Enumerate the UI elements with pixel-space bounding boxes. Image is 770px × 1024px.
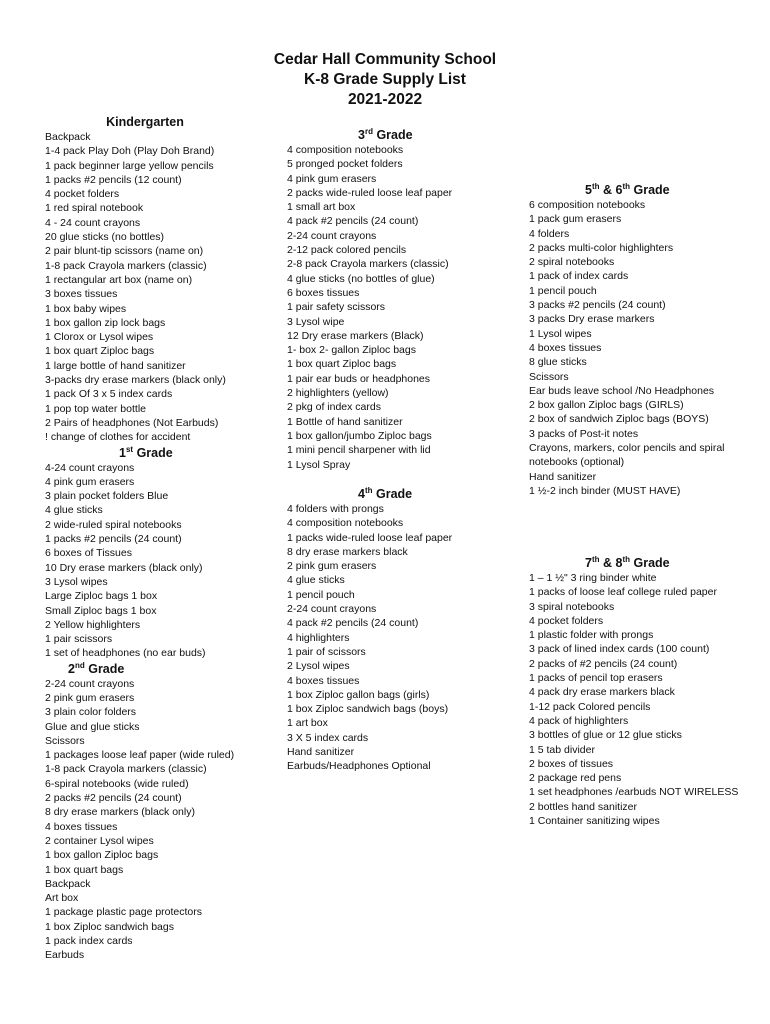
- list-item: 1 pack Of 3 x 5 index cards: [45, 388, 173, 401]
- grade78-word: Grade: [633, 556, 670, 570]
- list-item: 2 package red pens: [529, 772, 622, 785]
- list-item: 2-8 pack Crayola markers (classic): [287, 258, 449, 271]
- list-item: 1 rectangular art box (name on): [45, 273, 193, 286]
- list-item: Art box: [45, 892, 79, 905]
- list-item: 1 Lysol wipes: [529, 327, 592, 340]
- list-item: 1 box baby wipes: [45, 302, 127, 315]
- list-item: 2 box of sandwich Ziploc bags (BOYS): [529, 413, 709, 426]
- grade4-list: [287, 502, 517, 774]
- list-item: 2 pair blunt-tip scissors (name on): [45, 245, 204, 258]
- grade2-list: [45, 677, 275, 963]
- list-item: 6-spiral notebooks (wide ruled): [45, 777, 189, 790]
- list-item: 3 X 5 index cards: [287, 731, 369, 744]
- list-item: 4 pack dry erase markers black: [529, 686, 675, 699]
- list-item: Backpack: [45, 131, 91, 143]
- list-item: 4 glue sticks (no bottles of glue): [287, 272, 435, 285]
- grade56-ampersand: &: [603, 183, 616, 197]
- list-item: 4 pink gum erasers: [287, 172, 377, 185]
- school-year: 2021-2022: [347, 91, 423, 108]
- grade4-word: Grade: [376, 487, 413, 501]
- kindergarten-heading: Kindergarten: [106, 115, 184, 129]
- grade1-list: [45, 461, 275, 661]
- column-middle-bottom: [287, 486, 517, 774]
- list-item: 4 glue sticks: [287, 574, 345, 587]
- list-item: 3 plain color folders: [45, 706, 137, 719]
- list-item: 1 packs of loose leaf college ruled paper: [529, 586, 717, 599]
- list-item: 4 composition notebooks: [287, 517, 404, 530]
- list-item: 8 dry erase markers (black only): [45, 806, 195, 819]
- list-item: 2-24 count crayons: [287, 229, 377, 242]
- list-item: 4-24 count crayons: [45, 461, 135, 474]
- grade56-word: Grade: [633, 183, 670, 197]
- list-item: 1 Clorox or Lysol wipes: [45, 331, 154, 344]
- list-item: 1 box Ziploc sandwich bags (boys): [287, 703, 449, 716]
- list-item: 1 pair ear buds or headphones: [287, 372, 431, 385]
- grade3-word: Grade: [376, 128, 413, 142]
- grade4-suffix: th: [364, 485, 373, 495]
- grade4-number: 4: [358, 487, 365, 501]
- list-item: 1 box gallon/jumbo Ziploc bags: [287, 429, 432, 442]
- list-item: 4 folders with prongs: [287, 503, 384, 515]
- document-title-block: [0, 50, 770, 110]
- list-item: 6 boxes of Tissues: [45, 547, 132, 560]
- grade4-heading: [287, 486, 517, 502]
- grade78-number-1: 7: [585, 556, 592, 570]
- column-right-top: [529, 182, 754, 498]
- grade56-suffix-2: th: [622, 181, 631, 191]
- list-item: 1 – 1 ½" 3 ring binder white: [529, 572, 657, 584]
- list-item: Hand sanitizer: [529, 470, 597, 483]
- list-item: 1 box quart Ziploc bags: [45, 345, 155, 358]
- list-item: 1 Bottle of hand sanitizer: [287, 415, 403, 428]
- list-item: 4 pocket folders: [529, 614, 604, 627]
- list-item: 1-8 pack Crayola markers (classic): [45, 259, 207, 272]
- grade1-word: Grade: [136, 445, 173, 460]
- grade78-ampersand: &: [603, 556, 616, 570]
- list-item: 3 packs #2 pencils (24 count): [529, 299, 666, 312]
- list-item: 1 pair of scissors: [287, 645, 366, 658]
- list-item: 1-12 pack Colored pencils: [529, 700, 651, 713]
- list-item: 1-8 pack Crayola markers (classic): [45, 763, 207, 776]
- list-item: 4 boxes tissues: [529, 341, 602, 354]
- list-item: 3 plain pocket folders Blue: [45, 490, 169, 503]
- grade3-number: 3: [358, 128, 365, 142]
- list-item: 4 boxes tissues: [45, 820, 118, 833]
- list-item: 1 box gallon Ziploc bags: [45, 849, 159, 862]
- list-item: 4 folders: [529, 227, 570, 240]
- list-item: 4 pack #2 pencils (24 count): [287, 617, 419, 630]
- list-item: 4 glue sticks: [45, 504, 103, 517]
- list-item: Glue and glue sticks: [45, 720, 140, 733]
- grade3-heading: [287, 127, 517, 143]
- column-middle-top: [287, 127, 517, 472]
- list-item: 1 Lysol Spray: [287, 458, 351, 471]
- grade78-list: [529, 571, 754, 828]
- list-item: 2 packs of #2 pencils (24 count): [529, 657, 678, 670]
- grade78-number-2: 8: [615, 556, 623, 570]
- list-item: Earbuds/Headphones Optional: [287, 760, 431, 773]
- list-item: Large Ziploc bags 1 box: [45, 590, 158, 603]
- list-item: 1 set headphones /earbuds NOT WIRELESS: [529, 786, 739, 799]
- list-item: 4 pack of highlighters: [529, 714, 629, 727]
- list-item: 1 pack gum erasers: [529, 213, 622, 226]
- list-item: 2 Lysol wipes: [287, 660, 350, 673]
- list-item: 1- box 2- gallon Ziploc bags: [287, 344, 416, 357]
- list-item: 1 pair safety scissors: [287, 301, 386, 314]
- list-item: 6 composition notebooks: [529, 199, 646, 211]
- list-item: 3 packs Dry erase markers: [529, 313, 655, 326]
- grade1-number: 1: [119, 445, 126, 460]
- list-item: 1 pop top water bottle: [45, 402, 146, 415]
- list-item: 3 Lysol wipe: [287, 315, 345, 328]
- list-item: 1 red spiral notebook: [45, 202, 144, 215]
- list-item: 1 package plastic page protectors: [45, 906, 203, 919]
- list-item: 2 highlighters (yellow): [287, 387, 389, 400]
- list-item: 1 packs of pencil top erasers: [529, 672, 663, 685]
- list-item: 1 plastic folder with prongs: [529, 629, 654, 642]
- list-item: 1 packages loose leaf paper (wide ruled): [45, 749, 235, 762]
- list-item: 1 packs #2 pencils (24 count): [45, 533, 182, 546]
- list-item: 1 mini pencil sharpener with lid: [287, 444, 431, 457]
- list-item: Hand sanitizer: [287, 746, 355, 759]
- list-item: 3 pack of lined index cards (100 count): [529, 643, 710, 656]
- list-title: K-8 Grade Supply List: [304, 71, 466, 88]
- list-item: 3-packs dry erase markers (black only): [45, 374, 226, 387]
- kindergarten-list: [45, 130, 275, 445]
- grade3-suffix: rd: [364, 126, 373, 136]
- list-item: 3 boxes tissues: [45, 288, 118, 301]
- list-item: 2 packs #2 pencils (24 count): [45, 792, 182, 805]
- list-item: 3 spiral notebooks: [529, 600, 615, 613]
- school-name: Cedar Hall Community School: [273, 51, 497, 68]
- list-item: 1 pencil pouch: [529, 284, 597, 297]
- list-item: 2 bottles hand sanitizer: [529, 800, 637, 813]
- list-item: 3 bottles of glue or 12 glue sticks: [529, 729, 682, 742]
- grade2-number: 2: [68, 661, 75, 676]
- list-item: Scissors: [529, 370, 569, 383]
- list-item: 2 pink gum erasers: [45, 691, 135, 704]
- list-item: 1 packs #2 pencils (12 count): [45, 173, 182, 186]
- list-item: 2 wide-ruled spiral notebooks: [45, 518, 182, 531]
- list-item: Ear buds leave school /No Headphones: [529, 384, 715, 397]
- list-item: 1 box gallon zip lock bags: [45, 316, 166, 329]
- grade56-number-1: 5: [585, 183, 592, 197]
- list-item: 2 pkg of index cards: [287, 401, 381, 414]
- list-item: 1 Container sanitizing wipes: [529, 815, 660, 828]
- list-item: 2 pink gum erasers: [287, 560, 377, 573]
- list-item: 1 box Ziploc gallon bags (girls): [287, 688, 430, 701]
- list-item: 20 glue sticks (no bottles): [45, 231, 165, 244]
- list-item: 1-4 pack Play Doh (Play Doh Brand): [45, 145, 215, 158]
- list-item: 4 composition notebooks: [287, 144, 404, 156]
- list-item: 2 container Lysol wipes: [45, 834, 154, 847]
- list-item: Small Ziploc bags 1 box: [45, 604, 157, 617]
- list-item: 4 pocket folders: [45, 188, 120, 201]
- list-item: 4 - 24 count crayons: [45, 216, 141, 229]
- list-item: Backpack: [45, 877, 91, 890]
- list-item: 4 pack #2 pencils (24 count): [287, 215, 419, 228]
- list-item: 1 box Ziploc sandwich bags: [45, 920, 174, 933]
- grade1-suffix: st: [125, 444, 134, 454]
- list-item: 1 art box: [287, 717, 328, 730]
- list-item: Earbuds: [45, 949, 85, 962]
- list-item: 1 5 tab divider: [529, 743, 595, 756]
- grade2-suffix: nd: [74, 660, 85, 670]
- list-item: 2 box gallon Ziploc bags (GIRLS): [529, 399, 684, 412]
- list-item: 1 pencil pouch: [287, 588, 355, 601]
- list-item: ! change of clothes for accident: [45, 431, 191, 444]
- list-item: 2 Yellow highlighters: [45, 618, 141, 631]
- list-item: 1 box quart Ziploc bags: [287, 358, 397, 371]
- grade2-heading: [45, 661, 275, 677]
- grade56-number-2: 6: [615, 183, 623, 197]
- list-item: 1 pack beginner large yellow pencils: [45, 159, 214, 172]
- list-item: 4 boxes tissues: [287, 674, 360, 687]
- list-item: 1 pack of index cards: [529, 270, 629, 283]
- list-item: 3 Lysol wipes: [45, 575, 108, 588]
- list-item: 2-24 count crayons: [287, 603, 377, 616]
- list-item: Scissors: [45, 734, 85, 747]
- list-item: 4 highlighters: [287, 631, 350, 644]
- column-left: [45, 114, 275, 963]
- list-item: 6 boxes tissues: [287, 286, 360, 299]
- grade56-suffix-1: th: [591, 181, 600, 191]
- list-item: 2 spiral notebooks: [529, 256, 615, 269]
- list-item: 2-12 pack colored pencils: [287, 244, 407, 257]
- list-item: 2 Pairs of headphones (Not Earbuds): [45, 416, 219, 429]
- grade56-list: [529, 198, 754, 498]
- grade56-heading: [529, 182, 754, 198]
- grade78-suffix-2: th: [622, 554, 631, 564]
- grade78-suffix-1: th: [591, 554, 600, 564]
- grade3-list: [287, 143, 517, 472]
- list-item: 1 set of headphones (no ear buds): [45, 647, 206, 660]
- list-item: 2 packs multi-color highlighters: [529, 241, 674, 254]
- list-item: 1 box quart bags: [45, 863, 124, 876]
- list-item: 10 Dry erase markers (black only): [45, 561, 203, 574]
- list-item: 1 ½-2 inch binder (MUST HAVE): [529, 484, 681, 497]
- list-item: 4 pink gum erasers: [45, 475, 135, 488]
- list-item: 8 dry erase markers black: [287, 545, 408, 558]
- list-item: 3 packs of Post-it notes: [529, 427, 639, 440]
- list-item: 2 boxes of tissues: [529, 757, 614, 770]
- list-item: 1 small art box: [287, 201, 356, 214]
- list-item: 5 pronged pocket folders: [287, 158, 403, 171]
- grade2-word: Grade: [88, 661, 125, 676]
- grade78-heading: [529, 555, 754, 571]
- list-item: 1 packs wide-ruled loose leaf paper: [287, 531, 453, 544]
- list-item: 2-24 count crayons: [45, 677, 135, 690]
- list-item: 12 Dry erase markers (Black): [287, 329, 424, 342]
- list-item: 8 glue sticks: [529, 356, 587, 369]
- list-item: 1 large bottle of hand sanitizer: [45, 359, 186, 372]
- list-item: 1 pair scissors: [45, 633, 113, 646]
- grade1-heading: [45, 445, 275, 461]
- column-right-bottom: [529, 555, 754, 828]
- list-item: 1 pack index cards: [45, 935, 133, 948]
- list-item: Crayons, markers, color pencils and spiral notebooks (optional): [529, 442, 725, 469]
- list-item: 2 packs wide-ruled loose leaf paper: [287, 186, 453, 199]
